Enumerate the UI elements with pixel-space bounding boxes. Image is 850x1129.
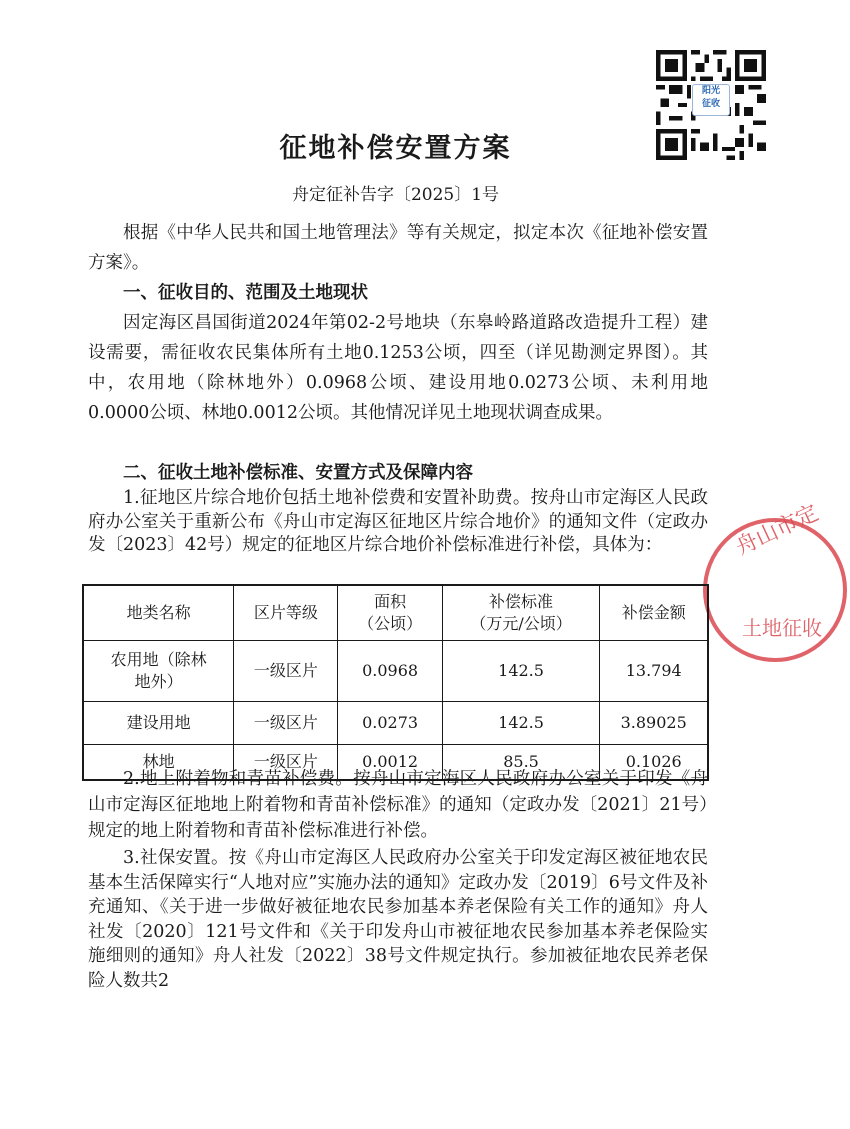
intro-paragraph: 根据《中华人民共和国土地管理法》等有关规定，拟定本次《征地补偿安置方案》。 — [88, 223, 708, 273]
table-row — [83, 702, 708, 745]
cell-area: 0.0012 — [338, 745, 442, 781]
official-seal-icon — [700, 500, 850, 665]
section2-item1: 1.征地区片综合地价包括土地补偿费和安置补助费。按舟山市定海区人民政府办公室关于重新公布《舟山市定海区征地区片综合地价》的通知文件（定政办发〔2023〕42号）规定的征地区片综合地价补偿标准进行补偿，具体为： — [88, 488, 708, 555]
header-standard-label: 补偿标准 — [489, 592, 554, 611]
table-header-row — [83, 585, 708, 641]
qr-badge: 阳光 征收 — [692, 84, 730, 116]
cell-area: 0.0968 — [338, 641, 442, 702]
cell-land-type: 建设用地 — [83, 702, 234, 745]
document-number: 舟定征补告字〔2025〕1号 — [291, 185, 500, 205]
cell-grade: 一级区片 — [234, 702, 338, 745]
section2-item3: 3.社保安置。按《舟山市定海区人民政府办公室关于印发定海区被征地农民基本生活保障实行“人地对应”实施办法的通知》定政办发〔2019〕6号文件及补充通知、《关于进一步做好被征地农民参加基本养老保险有关工作的通知》舟人社发〔2020〕121号文件和《关于印发舟山市被征地农民参加基本养老保险实施细则的通知》舟人社发〔2022〕38号文件规定执行。参加被征地农民养老保险人数共2 — [88, 848, 708, 991]
cell-amount: 0.1026 — [600, 745, 708, 781]
header-amount: 补偿金额 — [600, 585, 708, 641]
header-area — [338, 585, 442, 641]
header-area-unit: （公顷） — [358, 614, 423, 633]
header-standard-unit: （万元/公顷） — [470, 614, 572, 633]
cell-amount: 13.794 — [600, 641, 708, 702]
section1-body: 因定海区昌国街道2024年第02-2号地块（东皋岭路道路改造提升工程）建设需要，需征收农民集体所有土地0.1253公顷，四至（详见勘测定界图）。其中，农用地（除林地外）0.0968公顷、建设用地0.0273公顷、未利用地0.0000公顷、林地0.0012公顷。其他情况详见土地现状调查成果。 — [88, 313, 708, 423]
cell-grade: 一级区片 — [234, 745, 338, 781]
cell-land-type: 林地 — [83, 745, 234, 781]
section1-heading: 一、征收目的、范围及土地现状 — [123, 283, 368, 303]
header-area-label: 面积 — [374, 592, 407, 611]
cell-standard: 142.5 — [442, 702, 600, 745]
cell-land-type — [83, 641, 234, 702]
svg-text:土地征收: 土地征收 — [742, 616, 822, 640]
svg-text:舟山市定: 舟山市定 — [731, 500, 823, 561]
section2-heading: 二、征收土地补偿标准、安置方式及保障内容 — [123, 463, 473, 483]
cell-area: 0.0273 — [338, 702, 442, 745]
cell-standard: 142.5 — [442, 641, 600, 702]
header-standard — [442, 585, 600, 641]
section2-item2: 2.地上附着物和青苗补偿费。按舟山市定海区人民政府办公室关于印发《舟山市定海区征地地上附着物和青苗补偿标准》的通知（定政办发〔2021〕21号）规定的地上附着物和青苗补偿标准进行补偿。 — [88, 769, 708, 841]
cell-land-type-line1: 农用地（除林 — [110, 650, 207, 669]
header-grade: 区片等级 — [234, 585, 338, 641]
table-row — [83, 641, 708, 702]
cell-grade: 一级区片 — [234, 641, 338, 702]
cell-land-type-line2: 地外） — [134, 672, 183, 691]
compensation-table — [82, 584, 709, 781]
header-land-type: 地类名称 — [83, 585, 234, 641]
cell-standard: 85.5 — [442, 745, 600, 781]
document-title: 征地补偿安置方案 — [279, 133, 512, 164]
cell-amount: 3.89025 — [600, 702, 708, 745]
